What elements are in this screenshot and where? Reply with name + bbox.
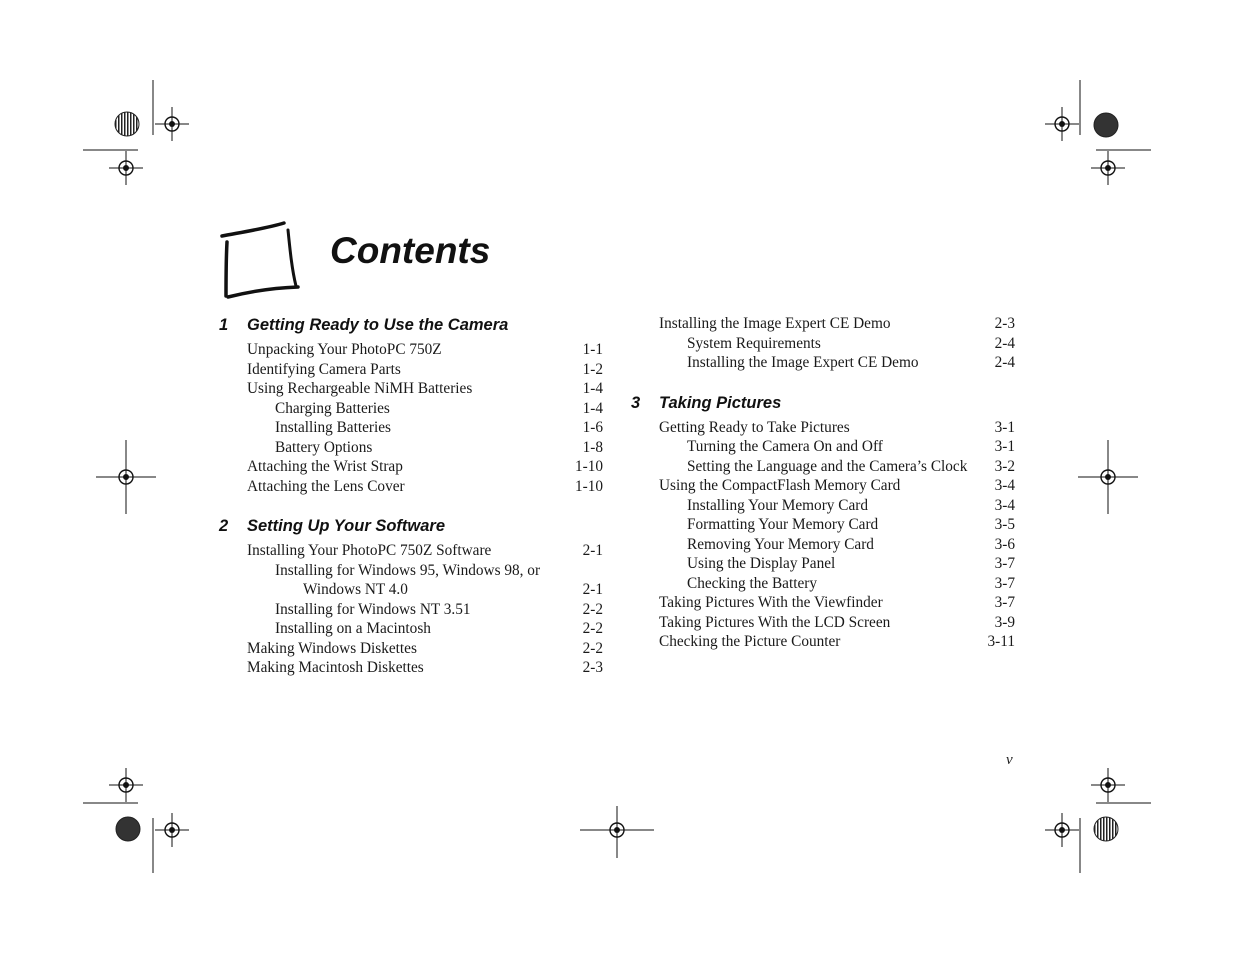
toc-entry[interactable] [631, 334, 1015, 354]
toc-entry[interactable] [631, 353, 1015, 373]
toc-entry-page: 2-2 [582, 600, 603, 618]
section-spacer [219, 496, 603, 515]
toc-entry-page: 3-9 [994, 613, 1015, 631]
toc-entry-page: 1-10 [574, 477, 603, 495]
toc-entry-title: Installing the Image Expert CE Demo [659, 315, 891, 332]
toc-entry[interactable] [631, 457, 1015, 477]
toc-entry-page: 1-1 [582, 341, 603, 358]
toc-entry-page: 3-2 [994, 457, 1015, 475]
toc-entry[interactable] [631, 593, 1015, 613]
toc-entry-page: 1-8 [582, 438, 603, 456]
toc-entry-title: Installing Your Memory Card [687, 496, 869, 514]
toc-entry[interactable] [219, 438, 603, 458]
registration-target-icon [155, 813, 189, 847]
toc-entry-title: Installing Batteries [275, 419, 391, 436]
toc-entry[interactable] [219, 360, 603, 380]
toc-entry-title: Installing for Windows 95, Windows 98, or [275, 561, 541, 579]
toc-entry-page: 2-1 [582, 581, 603, 598]
toc-entry-page: 1-2 [582, 360, 603, 378]
toc-entry-page: 3-7 [994, 594, 1015, 611]
chapter-number: 3 [631, 393, 641, 412]
toc-entry[interactable] [219, 379, 603, 399]
chapter-heading[interactable] [631, 392, 1015, 414]
toc-entry-page: 2-2 [582, 620, 603, 637]
toc-entry-title: Unpacking Your PhotoPC 750Z [247, 341, 442, 358]
toc-entry-title: Setting the Language and the Camera’s Clock [687, 457, 968, 475]
toc-entry-page: 3-11 [987, 633, 1015, 650]
toc-entry-page: 2-4 [994, 334, 1015, 352]
page-number: v [1006, 752, 1013, 768]
chapter-number: 2 [219, 517, 229, 535]
registration-target-icon [1091, 151, 1125, 185]
toc-entry[interactable] [219, 619, 603, 639]
crop-mark-top-left [83, 80, 153, 150]
toc-column-left [219, 314, 603, 678]
section-spacer [631, 373, 1015, 392]
toc-entry-title: Windows NT 4.0 [303, 581, 408, 598]
toc-entry-title: Installing for Windows NT 3.51 [275, 600, 471, 618]
toc-entry-title: Installing on a Macintosh [275, 620, 431, 637]
toc-entry-title: Using the Display Panel [687, 555, 836, 572]
toc-entry-page: 2-3 [994, 315, 1015, 332]
toc-entry[interactable] [219, 477, 603, 497]
toc-entry[interactable] [219, 639, 603, 659]
toc-entry[interactable] [631, 632, 1015, 652]
toc-entry[interactable] [631, 535, 1015, 555]
toc-entry-page: 2-3 [582, 659, 603, 676]
toc-entry-title: Taking Pictures With the Viewfinder [659, 594, 883, 611]
toc-entry-title: Turning the Camera On and Off [687, 438, 883, 455]
toc-entry[interactable] [219, 340, 603, 360]
toc-entry-title: Charging Batteries [275, 399, 390, 417]
toc-entry-page: 3-4 [994, 477, 1015, 494]
chapter-title: Setting Up Your Software [247, 517, 446, 535]
crop-mark-bottom-left [83, 803, 153, 873]
chapter-number: 1 [219, 316, 229, 334]
toc-entry-page: 3-4 [994, 496, 1015, 514]
toc-entry-page: 1-4 [582, 380, 603, 397]
toc-entry-title: Taking Pictures With the LCD Screen [659, 613, 891, 631]
registration-target-icon [109, 151, 143, 185]
crop-mark-top-right [1080, 80, 1151, 150]
toc-entry-title: System Requirements [687, 334, 821, 352]
crop-mark-bottom-right [1080, 803, 1151, 873]
toc-entry-page: 1-6 [582, 419, 603, 436]
registration-target-icon [1045, 107, 1079, 141]
toc-entry-page: 3-5 [994, 516, 1015, 533]
toc-entry-page: 2-1 [582, 542, 603, 559]
toc-entry-title: Battery Options [275, 438, 373, 456]
toc-entry[interactable] [631, 418, 1015, 438]
toc-entry[interactable] [219, 541, 603, 561]
toc-entry-title: Removing Your Memory Card [687, 535, 874, 553]
color-wheel-icon [1094, 817, 1118, 841]
toc-entry-page: 1-4 [582, 399, 603, 417]
toc-entry[interactable] [219, 561, 603, 581]
toc-entry[interactable] [631, 574, 1015, 594]
toc-entry-page: 3-7 [994, 555, 1015, 572]
toc-entry-title: Using Rechargeable NiMH Batteries [247, 380, 473, 397]
toc-entry-title: Attaching the Wrist Strap [247, 458, 403, 475]
color-wheel-icon [115, 112, 139, 136]
chapter-title: Getting Ready to Use the Camera [247, 316, 509, 334]
toc-entry[interactable] [631, 314, 1015, 334]
toc-entry-title: Checking the Picture Counter [659, 633, 841, 650]
toc-entry[interactable] [219, 457, 603, 477]
toc-entry[interactable] [631, 554, 1015, 574]
toc-entry-page: 3-1 [994, 438, 1015, 455]
toc-entry[interactable] [219, 418, 603, 438]
chapter-heading[interactable] [219, 515, 603, 537]
toc-entry-page: 1-10 [574, 458, 603, 475]
color-wheel-icon [1094, 113, 1118, 137]
toc-entry[interactable] [219, 399, 603, 419]
toc-entry-title: Using the CompactFlash Memory Card [659, 477, 901, 494]
toc-column-right [631, 314, 1015, 652]
toc-entry-title: Formatting Your Memory Card [687, 516, 879, 533]
toc-entry-title: Getting Ready to Take Pictures [659, 418, 850, 436]
toc-entry-title: Installing Your PhotoPC 750Z Software [247, 542, 492, 559]
toc-entry[interactable] [631, 437, 1015, 457]
toc-entry[interactable] [631, 496, 1015, 516]
registration-target-icon [1045, 813, 1079, 847]
page-title: Contents [330, 230, 491, 271]
toc-entry-page: 3-6 [994, 535, 1015, 553]
toc-entry[interactable] [219, 600, 603, 620]
toc-entry-title: Installing the Image Expert CE Demo [687, 354, 919, 371]
toc-entry[interactable] [631, 476, 1015, 496]
toc-entry-page: 2-2 [582, 639, 603, 657]
registration-target-icon [155, 107, 189, 141]
toc-entry-title: Attaching the Lens Cover [247, 477, 405, 495]
toc-entry-title: Making Macintosh Diskettes [247, 659, 424, 676]
hand-drawn-box-icon [218, 220, 302, 302]
toc-entry[interactable] [219, 658, 603, 678]
toc-entry-title: Making Windows Diskettes [247, 639, 417, 657]
toc-entry-title: Identifying Camera Parts [247, 360, 401, 378]
toc-entry[interactable] [631, 515, 1015, 535]
toc-entry-page: 2-4 [994, 354, 1015, 371]
registration-target-icon [1091, 768, 1125, 802]
toc-entry-page: 3-7 [994, 574, 1015, 592]
toc-entry-continuation[interactable] [219, 580, 603, 600]
toc-entry-title: Checking the Battery [687, 574, 817, 592]
toc-entry-page: 3-1 [994, 418, 1015, 436]
toc-entry[interactable] [631, 613, 1015, 633]
chapter-heading[interactable] [219, 314, 603, 336]
chapter-title: Taking Pictures [659, 393, 782, 412]
registration-target-icon [109, 768, 143, 802]
color-wheel-icon [116, 817, 140, 841]
